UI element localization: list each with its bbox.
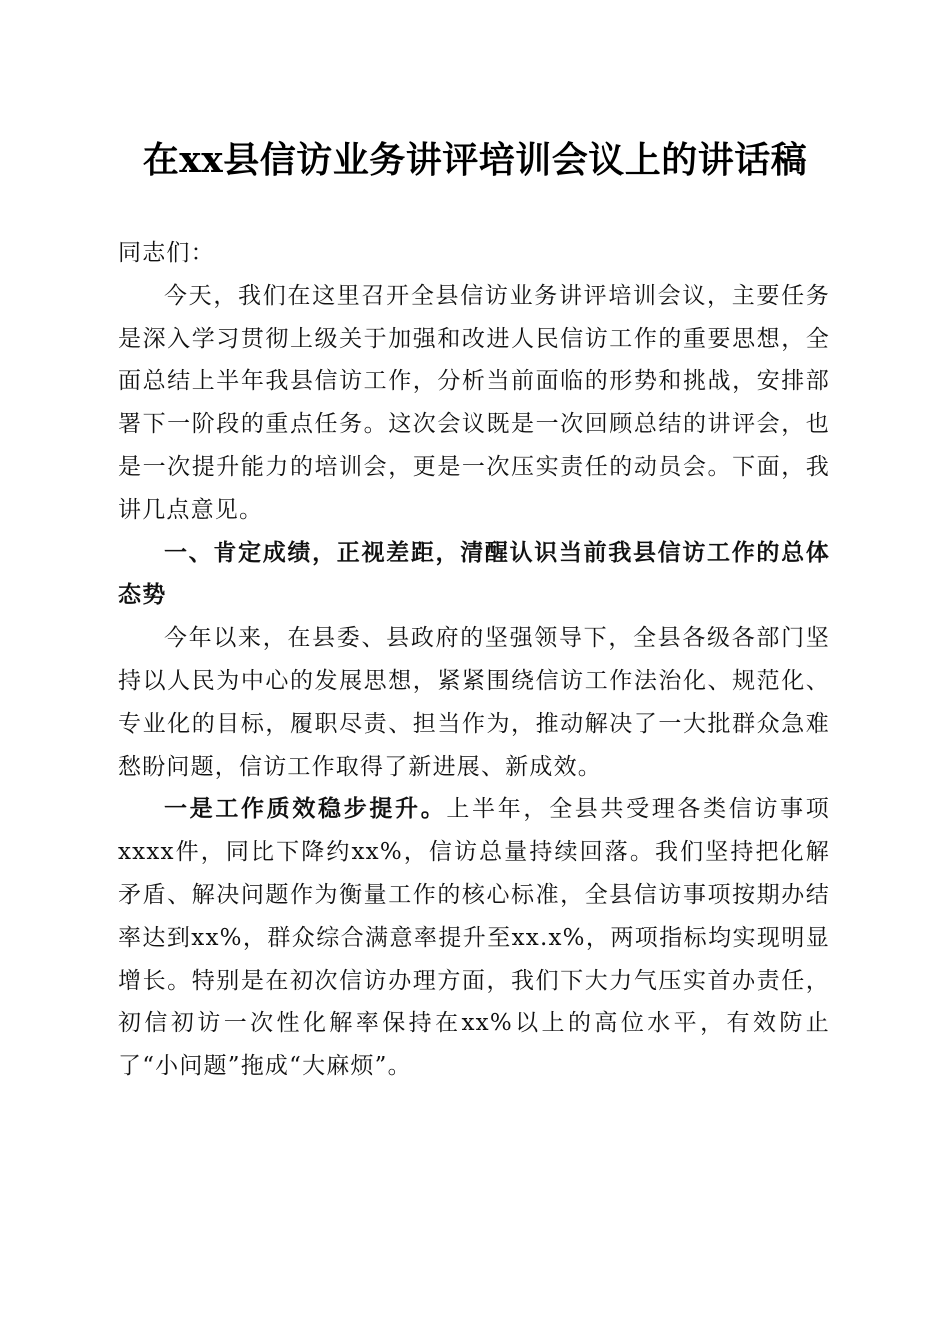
point-1-body: 上半年，全县共受理各类信访事项xxxx件，同比下降约xx%，信访总量持续回落。我们坚持把化解矛盾、解决问题作为衡量工作的核心标准，全县信访事项按期办结率达到xx%，群众综合满意率提升至xx.x%，两项指标均实现明显增长。特别是在初次信访办理方面，我们下大力气压实首办责任，初信初访一次性化解率保持在xx%以上的高位水平，有效防止了“小问题”拖成“大麻烦”。: [118, 796, 830, 1080]
point-1-paragraph: [118, 788, 830, 1088]
salutation: 同志们：: [118, 240, 215, 266]
section-1-paragraph: 今年以来，在县委、县政府的坚强领导下，全县各级各部门坚持以人民为中心的发展思想，紧紧围绕信访工作法治化、规范化、专业化的目标，履职尽责、担当作为，推动解决了一大批群众急难愁盼问题，信访工作取得了新进展、新成效。: [118, 625, 830, 780]
point-1-lead: 一是工作质效稳步提升。: [164, 796, 447, 823]
intro-paragraph: 今天，我们在这里召开全县信访业务讲评培训会议，主要任务是深入学习贯彻上级关于加强和改进人民信访工作的重要思想，全面总结上半年我县信访工作，分析当前面临的形势和挑战，安排部署下一阶段的重点任务。这次会议既是一次回顾总结的讲评会，也是一次提升能力的培训会，更是一次压实责任的动员会。下面，我讲几点意见。: [118, 282, 830, 523]
document-body: [118, 232, 830, 1088]
document-title: 在xx县信访业务讲评培训会议上的讲话稿: [142, 139, 808, 181]
section-heading-1: 一、肯定成绩，正视差距，清醒认识当前我县信访工作的总体态势: [118, 539, 830, 609]
